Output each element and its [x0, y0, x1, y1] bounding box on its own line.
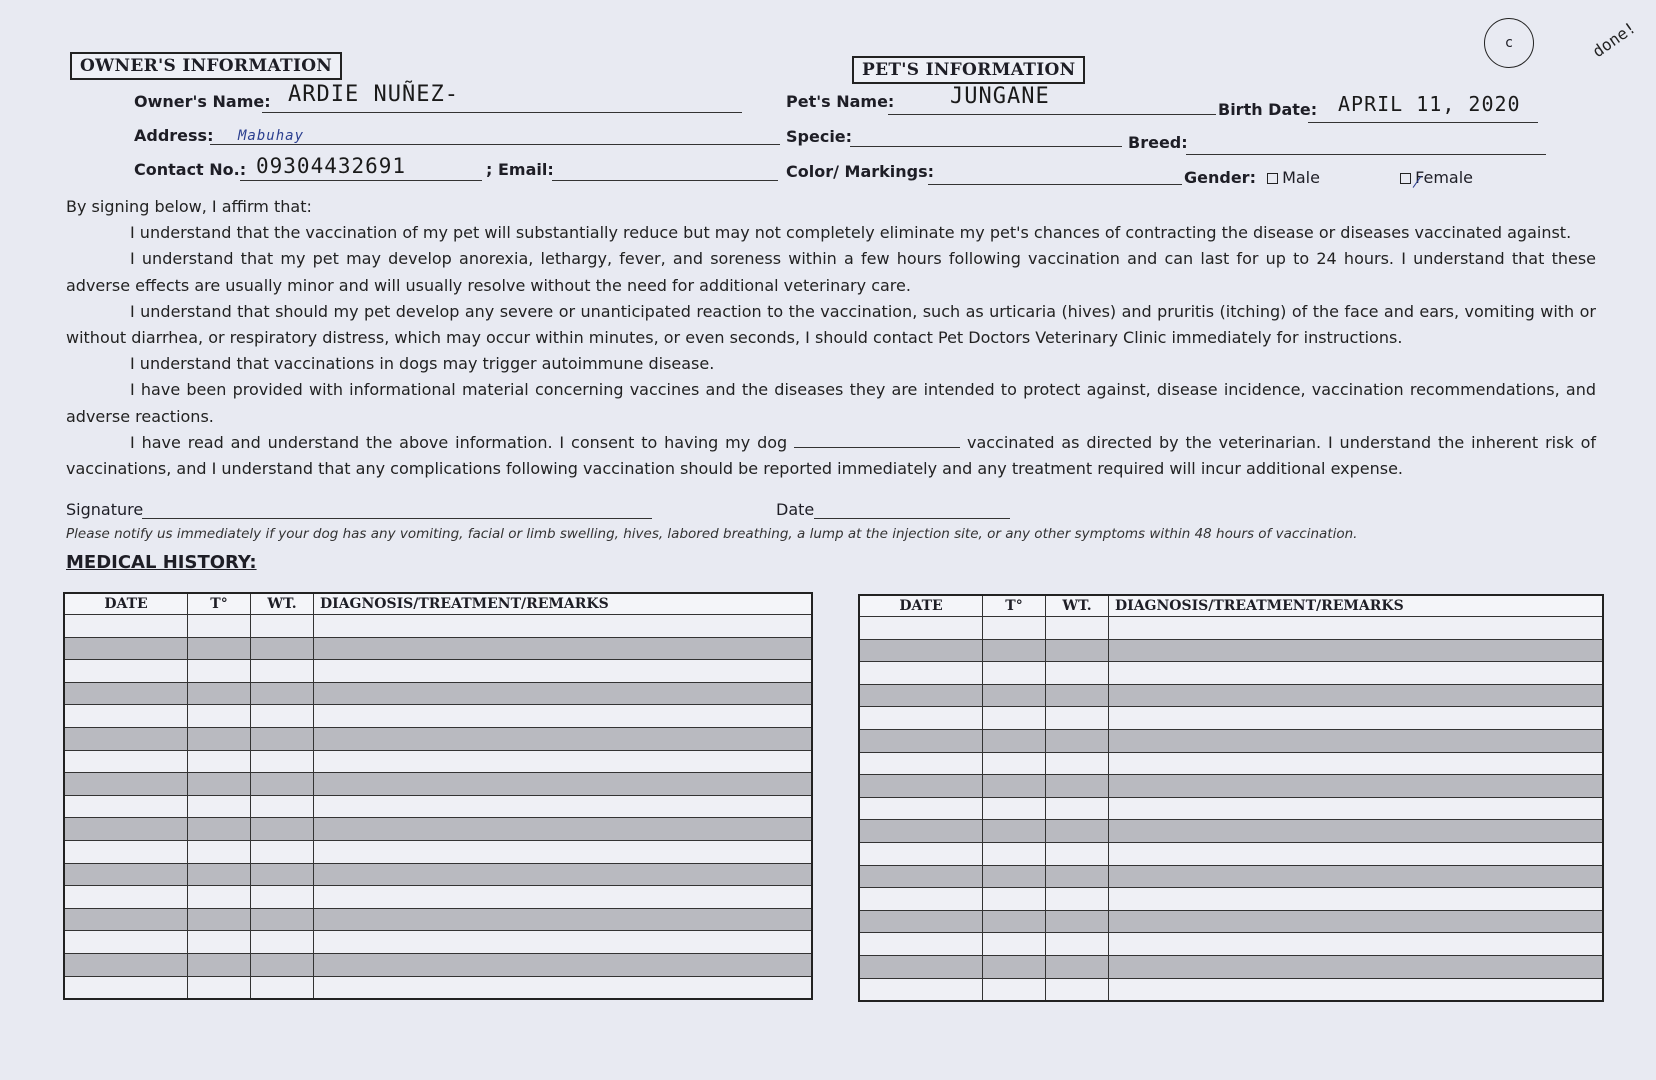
table-cell[interactable] [1109, 775, 1604, 798]
table-cell[interactable] [1109, 797, 1604, 820]
table-cell[interactable] [188, 705, 251, 728]
consent-p6-before: I have read and understand the above information. I consent to having my dog [130, 432, 788, 452]
medical-history-table-right [858, 594, 1604, 1002]
contact-value: 09304432691 [256, 154, 407, 178]
table-cell[interactable] [64, 908, 188, 931]
table-cell[interactable] [64, 773, 188, 796]
table-cell[interactable] [314, 660, 813, 683]
table-row [64, 976, 812, 999]
table-cell[interactable] [1109, 684, 1604, 707]
contact-field[interactable] [240, 180, 482, 181]
signature-row [66, 500, 143, 519]
table-cell[interactable] [314, 727, 813, 750]
consent-p5: I have been provided with informational material concerning vaccines and the diseases they are intended to protect against, disease incidence, vaccination recommendations, and adverse reactions. [66, 380, 1596, 426]
date-field[interactable] [814, 518, 1010, 519]
table-cell[interactable] [983, 933, 1046, 956]
address-value: Mabuhay [238, 128, 305, 144]
table-cell[interactable] [188, 931, 251, 954]
table-row [859, 639, 1603, 662]
table-cell[interactable] [1109, 707, 1604, 730]
table-cell[interactable] [1046, 729, 1109, 752]
table-cell[interactable] [1046, 684, 1109, 707]
table-row [859, 865, 1603, 888]
table-row [859, 684, 1603, 707]
table-row [859, 729, 1603, 752]
table-cell[interactable] [1109, 910, 1604, 933]
table-row [64, 773, 812, 796]
table-row [859, 797, 1603, 820]
col-weight: WT. [1046, 595, 1109, 617]
table-cell[interactable] [314, 840, 813, 863]
table-cell[interactable] [251, 773, 314, 796]
table-cell[interactable] [251, 886, 314, 909]
owner-info-title: OWNER'S INFORMATION [70, 52, 342, 80]
table-row [64, 727, 812, 750]
table-cell[interactable] [188, 773, 251, 796]
table-cell[interactable] [251, 637, 314, 660]
table-row [859, 910, 1603, 933]
table-cell[interactable] [983, 978, 1046, 1001]
gender-label: Gender: [1184, 168, 1256, 187]
color-markings-label: Color/ Markings: [786, 162, 935, 181]
table-cell[interactable] [64, 682, 188, 705]
col-date: DATE [64, 593, 188, 615]
male-checkbox[interactable] [1267, 173, 1278, 184]
table-cell[interactable] [188, 818, 251, 841]
table-cell[interactable] [64, 795, 188, 818]
table-row [64, 615, 812, 638]
table-cell[interactable] [859, 842, 983, 865]
table-cell[interactable] [1046, 978, 1109, 1001]
table-cell[interactable] [1109, 639, 1604, 662]
table-cell[interactable] [1109, 617, 1604, 640]
table-cell[interactable] [251, 818, 314, 841]
table-cell[interactable] [314, 886, 813, 909]
table-cell[interactable] [1109, 820, 1604, 843]
address-label: Address: [134, 126, 214, 145]
email-field[interactable] [552, 180, 778, 181]
table-row [859, 707, 1603, 730]
table-cell[interactable] [1109, 888, 1604, 911]
table-cell[interactable] [314, 682, 813, 705]
consent-p3: I understand that should my pet develop any severe or unanticipated reaction to the vaccination, such as urticaria (hives) and pruritis (itching) of the face and ears, vomiting with or without diarrhea, or respiratory distress, which may occur within minutes, or even seconds, I should contact Pet Doctors Veterinary Clinic immediately for instructions. [66, 301, 1596, 348]
table-cell[interactable] [188, 976, 251, 999]
gender-group [1184, 168, 1473, 187]
table-cell[interactable] [314, 637, 813, 660]
table-cell[interactable] [314, 863, 813, 886]
table-cell[interactable] [1046, 752, 1109, 775]
table-row [64, 886, 812, 909]
table-cell[interactable] [859, 797, 983, 820]
table-row [859, 842, 1603, 865]
consent-p6 [66, 430, 1596, 482]
table-cell[interactable] [251, 931, 314, 954]
col-diagnosis: DIAGNOSIS/TREATMENT/REMARKS [1109, 595, 1604, 617]
table-cell[interactable] [251, 750, 314, 773]
table-row [64, 705, 812, 728]
table-cell[interactable] [188, 908, 251, 931]
table-cell[interactable] [859, 707, 983, 730]
table-cell[interactable] [859, 662, 983, 685]
table-cell[interactable] [314, 750, 813, 773]
table-cell[interactable] [251, 705, 314, 728]
table-cell[interactable] [251, 795, 314, 818]
table-cell[interactable] [64, 931, 188, 954]
table-cell[interactable] [188, 953, 251, 976]
date-label: Date [776, 500, 815, 519]
dog-name-field[interactable] [794, 433, 960, 448]
table-row [64, 863, 812, 886]
table-cell[interactable] [188, 795, 251, 818]
table-cell[interactable] [1046, 820, 1109, 843]
table-cell[interactable] [1109, 978, 1604, 1001]
table-cell[interactable] [859, 617, 983, 640]
table-cell[interactable] [859, 888, 983, 911]
signature-label: Signature [66, 500, 144, 519]
table-cell[interactable] [859, 684, 983, 707]
col-date: DATE [859, 595, 983, 617]
table-cell[interactable] [1046, 888, 1109, 911]
address-field[interactable] [210, 144, 780, 145]
table-row [64, 840, 812, 863]
table-cell[interactable] [983, 617, 1046, 640]
col-weight: WT. [251, 593, 314, 615]
table-row [859, 617, 1603, 640]
table-cell[interactable] [1046, 910, 1109, 933]
consent-p4: I understand that vaccinations in dogs may trigger autoimmune disease. [130, 354, 715, 374]
table-row [64, 795, 812, 818]
table-cell[interactable] [188, 682, 251, 705]
table-cell[interactable] [983, 729, 1046, 752]
table-cell[interactable] [314, 931, 813, 954]
consent-intro: By signing below, I affirm that: [66, 197, 312, 216]
table-cell[interactable] [1109, 752, 1604, 775]
table-cell[interactable] [251, 727, 314, 750]
table-cell[interactable] [188, 840, 251, 863]
table-row [64, 660, 812, 683]
pet-name-label: Pet's Name: [786, 92, 895, 111]
table-cell[interactable] [314, 818, 813, 841]
col-temp: T° [983, 595, 1046, 617]
table-cell[interactable] [1046, 865, 1109, 888]
male-label: Male [1282, 168, 1320, 187]
table-cell[interactable] [188, 727, 251, 750]
table-cell[interactable] [859, 775, 983, 798]
table-cell[interactable] [983, 662, 1046, 685]
table-cell[interactable] [1046, 775, 1109, 798]
table-cell[interactable] [251, 660, 314, 683]
table-cell[interactable] [983, 707, 1046, 730]
table-row [859, 955, 1603, 978]
table-cell[interactable] [64, 637, 188, 660]
table-cell[interactable] [188, 660, 251, 683]
table-cell[interactable] [983, 752, 1046, 775]
table-cell[interactable] [1109, 842, 1604, 865]
table-cell[interactable] [64, 976, 188, 999]
table-row [859, 662, 1603, 685]
table-cell[interactable] [1046, 842, 1109, 865]
table-cell[interactable] [64, 886, 188, 909]
table-cell[interactable] [859, 933, 983, 956]
email-label: ; Email: [486, 160, 554, 179]
table-cell[interactable] [1046, 662, 1109, 685]
table-cell[interactable] [251, 840, 314, 863]
table-cell[interactable] [314, 705, 813, 728]
pet-info-title: PET'S INFORMATION [852, 56, 1085, 84]
breed-field[interactable] [1186, 154, 1546, 155]
table-cell[interactable] [188, 886, 251, 909]
table-row [64, 908, 812, 931]
table-cell[interactable] [983, 955, 1046, 978]
owner-name-field[interactable] [262, 112, 742, 113]
table-row [859, 933, 1603, 956]
table-cell[interactable] [251, 976, 314, 999]
table-cell[interactable] [251, 908, 314, 931]
table-cell[interactable] [64, 840, 188, 863]
table-header-row [64, 593, 812, 615]
contact-label: Contact No.: [134, 160, 247, 179]
table-cell[interactable] [1046, 955, 1109, 978]
table-cell[interactable] [1109, 865, 1604, 888]
done-annotation: done! [1588, 17, 1640, 62]
table-row [859, 888, 1603, 911]
table-row [64, 953, 812, 976]
table-cell[interactable] [64, 818, 188, 841]
table-cell[interactable] [64, 953, 188, 976]
table-cell[interactable] [64, 727, 188, 750]
birth-date-value: APRIL 11, 2020 [1338, 92, 1521, 116]
table-row [859, 978, 1603, 1001]
table-cell[interactable] [1109, 662, 1604, 685]
table-cell[interactable] [983, 797, 1046, 820]
table-cell[interactable] [314, 953, 813, 976]
color-markings-field[interactable] [928, 184, 1182, 185]
table-cell[interactable] [859, 729, 983, 752]
table-header-row [859, 595, 1603, 617]
table-cell[interactable] [1046, 639, 1109, 662]
table-cell[interactable] [1046, 933, 1109, 956]
table-row [859, 752, 1603, 775]
table-cell[interactable] [1109, 933, 1604, 956]
specie-field[interactable] [850, 146, 1122, 147]
table-row [859, 775, 1603, 798]
table-row [64, 750, 812, 773]
table-cell[interactable] [1046, 707, 1109, 730]
table-cell[interactable] [188, 863, 251, 886]
table-cell[interactable] [188, 750, 251, 773]
table-cell[interactable] [1046, 797, 1109, 820]
table-cell[interactable] [1046, 617, 1109, 640]
table-cell[interactable] [1109, 955, 1604, 978]
table-cell[interactable] [859, 910, 983, 933]
table-cell[interactable] [983, 684, 1046, 707]
table-cell[interactable] [188, 637, 251, 660]
female-checkbox[interactable] [1400, 173, 1411, 184]
table-row [64, 682, 812, 705]
table-cell[interactable] [314, 773, 813, 796]
circled-annotation: c [1484, 18, 1534, 68]
table-cell[interactable] [859, 955, 983, 978]
owner-name-value: ARDIE NUÑEZ- [288, 82, 459, 107]
female-label: Female [1415, 168, 1474, 187]
specie-label: Specie: [786, 127, 853, 146]
breed-label: Breed: [1128, 133, 1188, 152]
table-cell[interactable] [64, 615, 188, 638]
table-cell[interactable] [983, 775, 1046, 798]
table-cell[interactable] [859, 820, 983, 843]
signature-field[interactable] [142, 518, 652, 519]
table-row [64, 931, 812, 954]
pet-name-value: JUNGANE [950, 84, 1050, 109]
medical-history-table-left [63, 592, 813, 1000]
consent-p2: I understand that my pet may develop anorexia, lethargy, fever, and soreness within a few hours following vaccination and can last for up to 24 hours. I understand that these adverse effects are usually minor and will usually resolve without the need for additional veterinary care. [66, 249, 1596, 295]
table-cell[interactable] [188, 615, 251, 638]
birth-date-label: Birth Date: [1218, 100, 1318, 119]
owner-name-label: Owner's Name: [134, 92, 271, 111]
table-cell[interactable] [251, 682, 314, 705]
table-cell[interactable] [251, 953, 314, 976]
table-cell[interactable] [859, 978, 983, 1001]
table-cell[interactable] [983, 888, 1046, 911]
table-row [64, 637, 812, 660]
table-cell[interactable] [859, 639, 983, 662]
table-cell[interactable] [314, 615, 813, 638]
pet-name-field[interactable] [888, 114, 1216, 115]
table-cell[interactable] [983, 639, 1046, 662]
notice-text: Please notify us immediately if your dog has any vomiting, facial or limb swelling, hives, labored breathing, a lump at the injection site, or any other symptoms within 48 hours of vaccination. [66, 526, 1358, 542]
table-cell[interactable] [983, 865, 1046, 888]
table-cell[interactable] [983, 842, 1046, 865]
table-cell[interactable] [859, 752, 983, 775]
table-cell[interactable] [64, 705, 188, 728]
col-diagnosis: DIAGNOSIS/TREATMENT/REMARKS [314, 593, 813, 615]
table-row [64, 818, 812, 841]
table-cell[interactable] [859, 865, 983, 888]
table-cell[interactable] [64, 750, 188, 773]
consent-p6-after: vaccinated as directed by the veterinarian. I understand the inherent risk of vaccinations, and I understand that any complications following vaccination should be reported immediately and any treatment required will incur additional expense. [66, 432, 1596, 479]
table-cell[interactable] [251, 615, 314, 638]
table-cell[interactable] [983, 820, 1046, 843]
table-cell[interactable] [983, 910, 1046, 933]
table-row [859, 820, 1603, 843]
col-temp: T° [188, 593, 251, 615]
table-cell[interactable] [314, 976, 813, 999]
table-cell[interactable] [1109, 729, 1604, 752]
table-cell[interactable] [314, 795, 813, 818]
table-cell[interactable] [64, 660, 188, 683]
table-cell[interactable] [251, 863, 314, 886]
consent-text [66, 194, 1596, 482]
consent-p1: I understand that the vaccination of my pet will substantially reduce but may not completely eliminate my pet's chances of contracting the disease or diseases vaccinated against. [130, 223, 1572, 243]
birth-date-field[interactable] [1308, 122, 1538, 123]
table-cell[interactable] [64, 863, 188, 886]
medical-history-title: MEDICAL HISTORY: [66, 552, 257, 573]
table-cell[interactable] [314, 908, 813, 931]
